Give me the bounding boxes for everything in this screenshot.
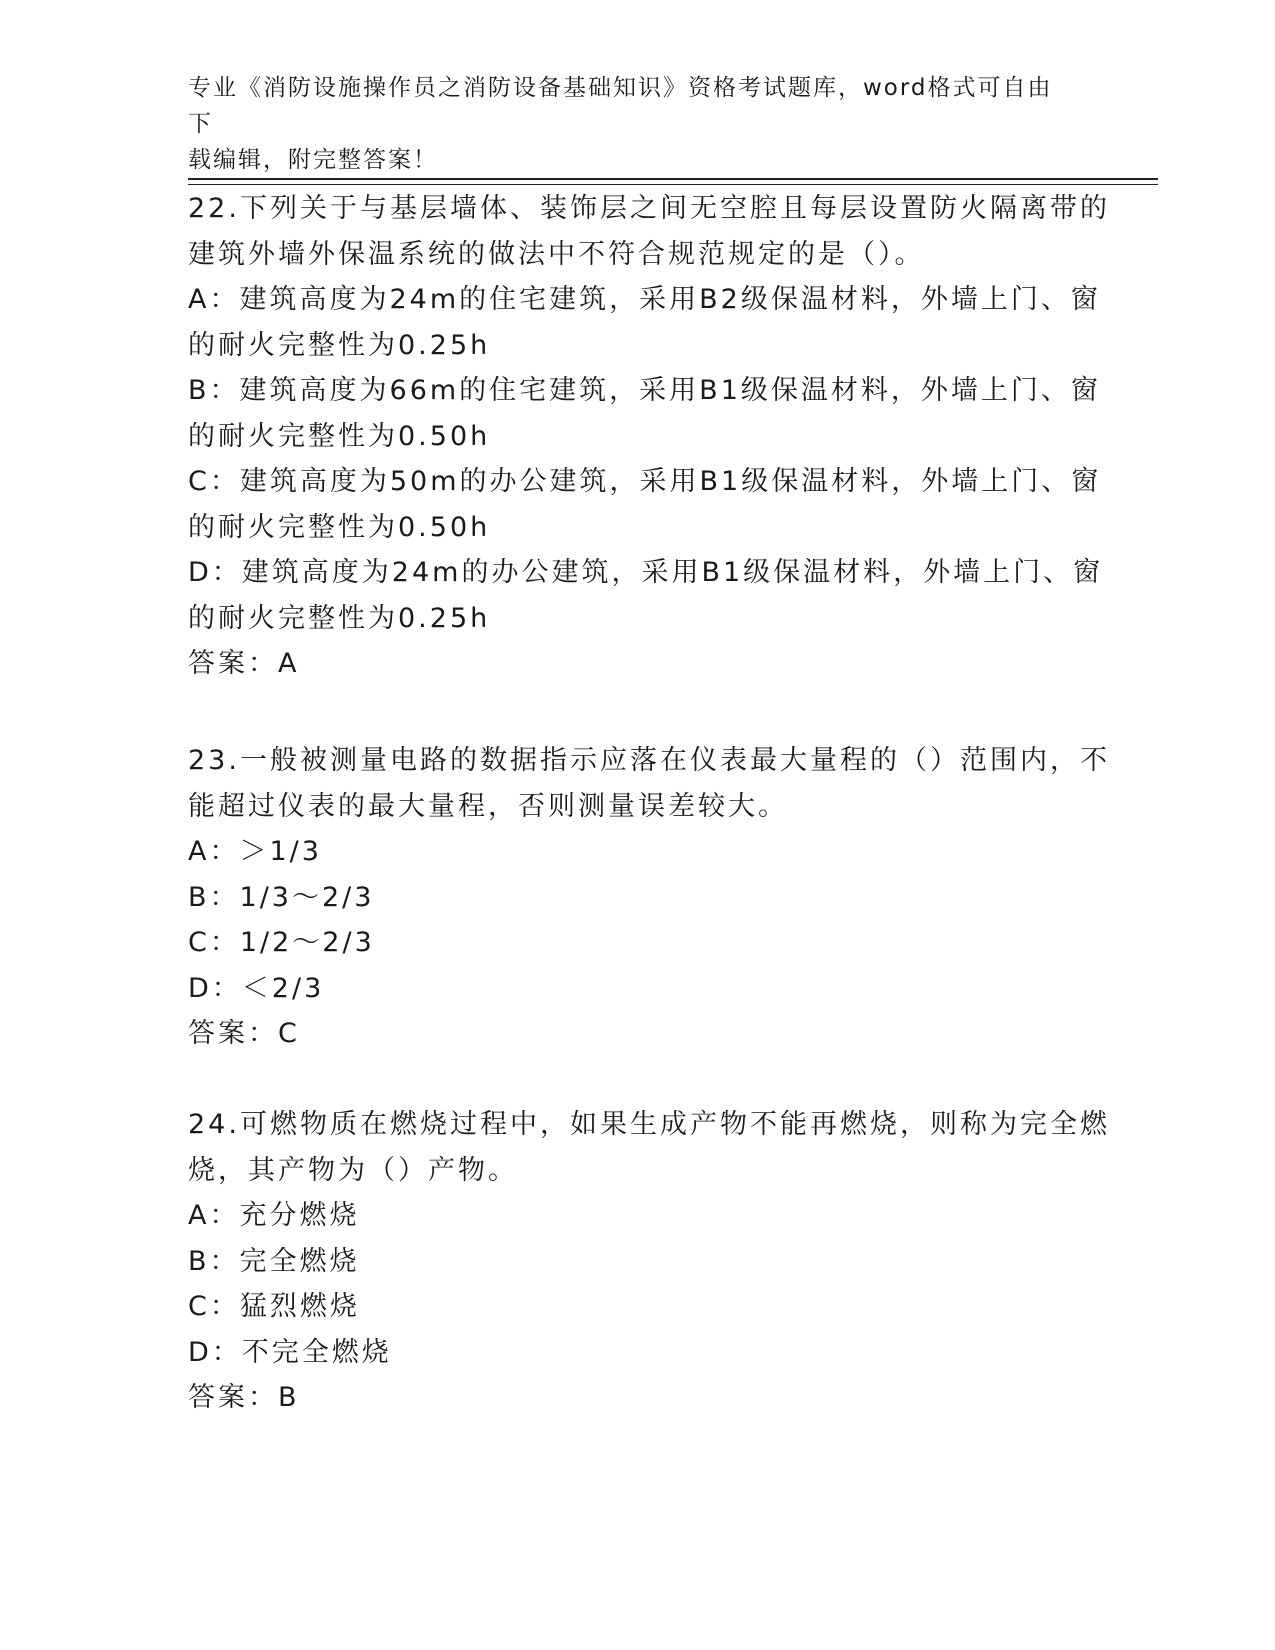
option-b-line: B：建筑高度为66m的住宅建筑，采用B1级保温材料，外墙上门、窗 <box>188 375 1101 406</box>
option-c-line: C：猛烈燃烧 <box>188 1291 360 1322</box>
question-22 <box>188 186 1110 687</box>
question-24 <box>188 1102 1110 1421</box>
option-b-line: B：1/3～2/3 <box>188 881 375 913</box>
question-stem-line: 能超过仪表的最大量程，否则测量误差较大。 <box>188 790 788 822</box>
question-stem-line: 23.一般被测量电路的数据指示应落在仪表最大量程的（）范围内，不 <box>188 745 1110 776</box>
header-line-2: 载编辑，附完整答案！ <box>188 147 438 173</box>
question-stem-line: 24.可燃物质在燃烧过程中，如果生成产物不能再燃烧，则称为完全燃 <box>188 1109 1110 1140</box>
question-stem-line: 烧，其产物为（）产物。 <box>188 1154 518 1186</box>
answer-line: 答案：A <box>188 648 300 679</box>
option-a-line: A：建筑高度为24m的住宅建筑，采用B2级保温材料，外墙上门、窗 <box>188 284 1101 315</box>
answer-line: 答案：B <box>188 1382 300 1413</box>
header-divider-thin <box>188 184 1158 185</box>
question-23 <box>188 738 1110 1057</box>
header-line-1: 专业《消防设施操作员之消防设备基础知识》资格考试题库，word格式可自由下 <box>188 75 1053 137</box>
header-divider-thick <box>188 178 1158 180</box>
option-c-line: 的耐火完整性为0.50h <box>188 511 491 543</box>
option-b-line: B：完全燃烧 <box>188 1245 360 1277</box>
option-a-line: A：＞1/3 <box>188 836 322 867</box>
option-b-line: 的耐火完整性为0.50h <box>188 420 491 452</box>
option-d-line: D：建筑高度为24m的办公建筑，采用B1级保温材料，外墙上门、窗 <box>188 557 1104 588</box>
option-d-line: D：不完全燃烧 <box>188 1336 392 1368</box>
option-c-line: C：建筑高度为50m的办公建筑，采用B1级保温材料，外墙上门、窗 <box>188 466 1102 497</box>
option-a-line: 的耐火完整性为0.25h <box>188 329 491 361</box>
option-c-line: C：1/2～2/3 <box>188 927 375 958</box>
document-header <box>188 70 1068 178</box>
option-a-line: A：充分燃烧 <box>188 1200 360 1231</box>
question-stem-line: 建筑外墙外保温系统的做法中不符合规范规定的是（）。 <box>188 238 925 270</box>
option-d-line: 的耐火完整性为0.25h <box>188 602 491 634</box>
option-d-line: D：＜2/3 <box>188 972 325 1004</box>
question-stem-line: 22.下列关于与基层墙体、装饰层之间无空腔且每层设置防火隔离带的 <box>188 193 1110 224</box>
answer-line: 答案：C <box>188 1018 300 1049</box>
